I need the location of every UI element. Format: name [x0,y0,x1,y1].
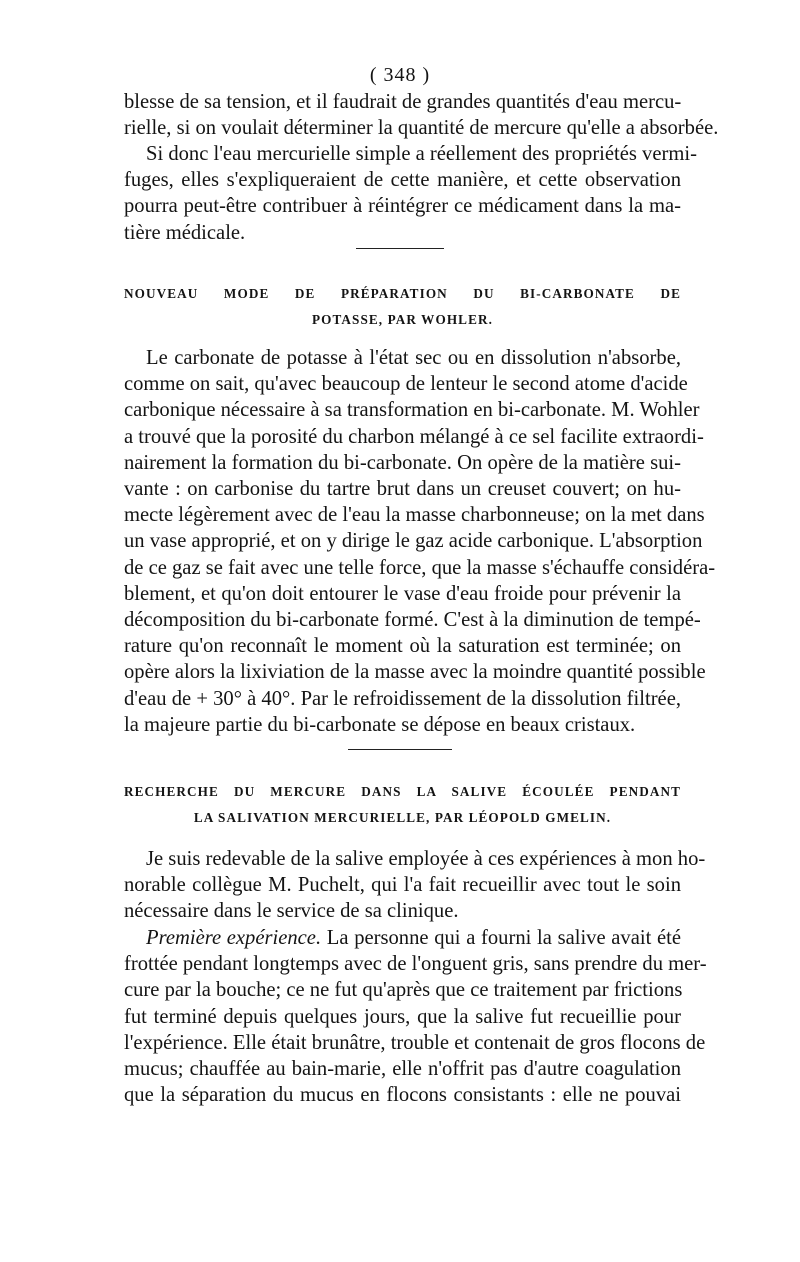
text-line: blement, et qu'on doit entourer le vase d'eau froide pour prévenir la [124,582,681,605]
heading-line: LA SALIVATION MERCURIELLE, PAR LÉOPOLD GMELIN. [193,810,612,825]
text-line: opère alors la lixiviation de la masse avec la moindre quantité possible [124,661,706,684]
text-line [124,925,681,951]
text-line: tière médicale. [124,221,246,244]
text-line: Si donc l'eau mercurielle simple a réellement des propriétés vermi- [146,143,697,165]
text-line: la majeure partie du bi-carbonate se dépose en beaux cristaux. [124,713,636,736]
text-line: carbonique nécessaire à sa transformation en bi-carbonate. M. Wohler [124,399,700,422]
experiment-label: Première expérience. [146,927,322,949]
section-divider [356,248,444,249]
paragraph-acknowledgement [124,846,706,925]
text-line: nécessaire dans le service de sa clinique. [124,900,459,923]
text-line: Le carbonate de potasse à l'état sec ou en dissolution n'absorbe, [146,347,681,369]
section-heading-wohler [124,281,681,333]
text-line: blesse de sa tension, et il faudrait de grandes quantités d'eau mercu- [124,91,682,113]
text-line: d'eau de + 30° à 40°. Par le refroidissement de la dissolution filtrée, [124,687,681,710]
text-fragment: La personne qui a fourni la salive avait été [326,927,681,949]
heading-line: POTASSE, PAR WOHLER. [311,312,493,327]
text-line: comme on sait, qu'avec beaucoup de lenteur le second atome d'acide [124,373,688,396]
text-line: vante : on carbonise du tartre brut dans un creuset couvert; on hu- [124,478,681,501]
text-line: que la séparation du mucus en flocons consistants : elle ne pouvai [124,1084,681,1107]
text-line: norable collègue M. Puchelt, qui l'a fait recueillir avec tout le soin [124,874,681,897]
text-line: mucus; chauffée au bain-marie, elle n'offrit pas d'autre coagulation [124,1058,681,1081]
text-line: pourra peut-être contribuer à réintégrer ce médicament dans la ma- [124,195,681,218]
text-line: l'expérience. Elle était brunâtre, trouble et contenait de gros flocons de [124,1031,706,1054]
text-line: rature qu'on reconnaît le moment où la saturation est terminée; on [124,635,681,658]
page-number: ( 348 ) [369,64,431,86]
text-line: cure par la bouche; ce ne fut qu'après que ce traitement par frictions [124,979,683,1002]
heading-line: NOUVEAU MODE DE PRÉPARATION DU BI-CARBONATE DE [124,286,681,301]
text-line: un vase approprié, et on y dirige le gaz acide carbonique. L'absorption [124,530,703,553]
paragraph-vermifuge [124,141,697,246]
text-line: de ce gaz se fait avec une telle force, que la masse s'échauffe considéra- [124,556,716,579]
text-line: nairement la formation du bi-carbonate. On opère de la matière sui- [124,451,681,474]
text-line: frottée pendant longtemps avec de l'onguent gris, sans prendre du mer- [124,953,707,976]
text-line: décomposition du bi-carbonate formé. C'est à la diminution de tempé- [124,609,701,632]
paragraph-bicarbonate [124,345,716,738]
text-line: Je suis redevable de la salive employée à ces expériences à mon ho- [146,848,706,870]
heading-line: RECHERCHE DU MERCURE DANS LA SALIVE ÉCOULÉE PENDANT [124,784,681,799]
paragraph-first-experiment [124,925,707,1108]
text-line: fuges, elles s'expliqueraient de cette manière, et cette observation [124,169,681,192]
section-heading-gmelin [124,779,681,831]
text-line: rielle, si on voulait déterminer la quantité de mercure qu'elle a absorbée. [124,117,719,140]
section-divider [348,749,452,750]
text-line: mecte légèrement avec de l'eau la masse charbonneuse; on la met dans [124,504,705,527]
paragraph-continuation [124,89,719,141]
text-line: fut terminé depuis quelques jours, que la salive fut recueillie pour [124,1005,681,1028]
text-line: a trouvé que la porosité du charbon mélangé à ce sel facilite extraordi- [124,425,704,448]
